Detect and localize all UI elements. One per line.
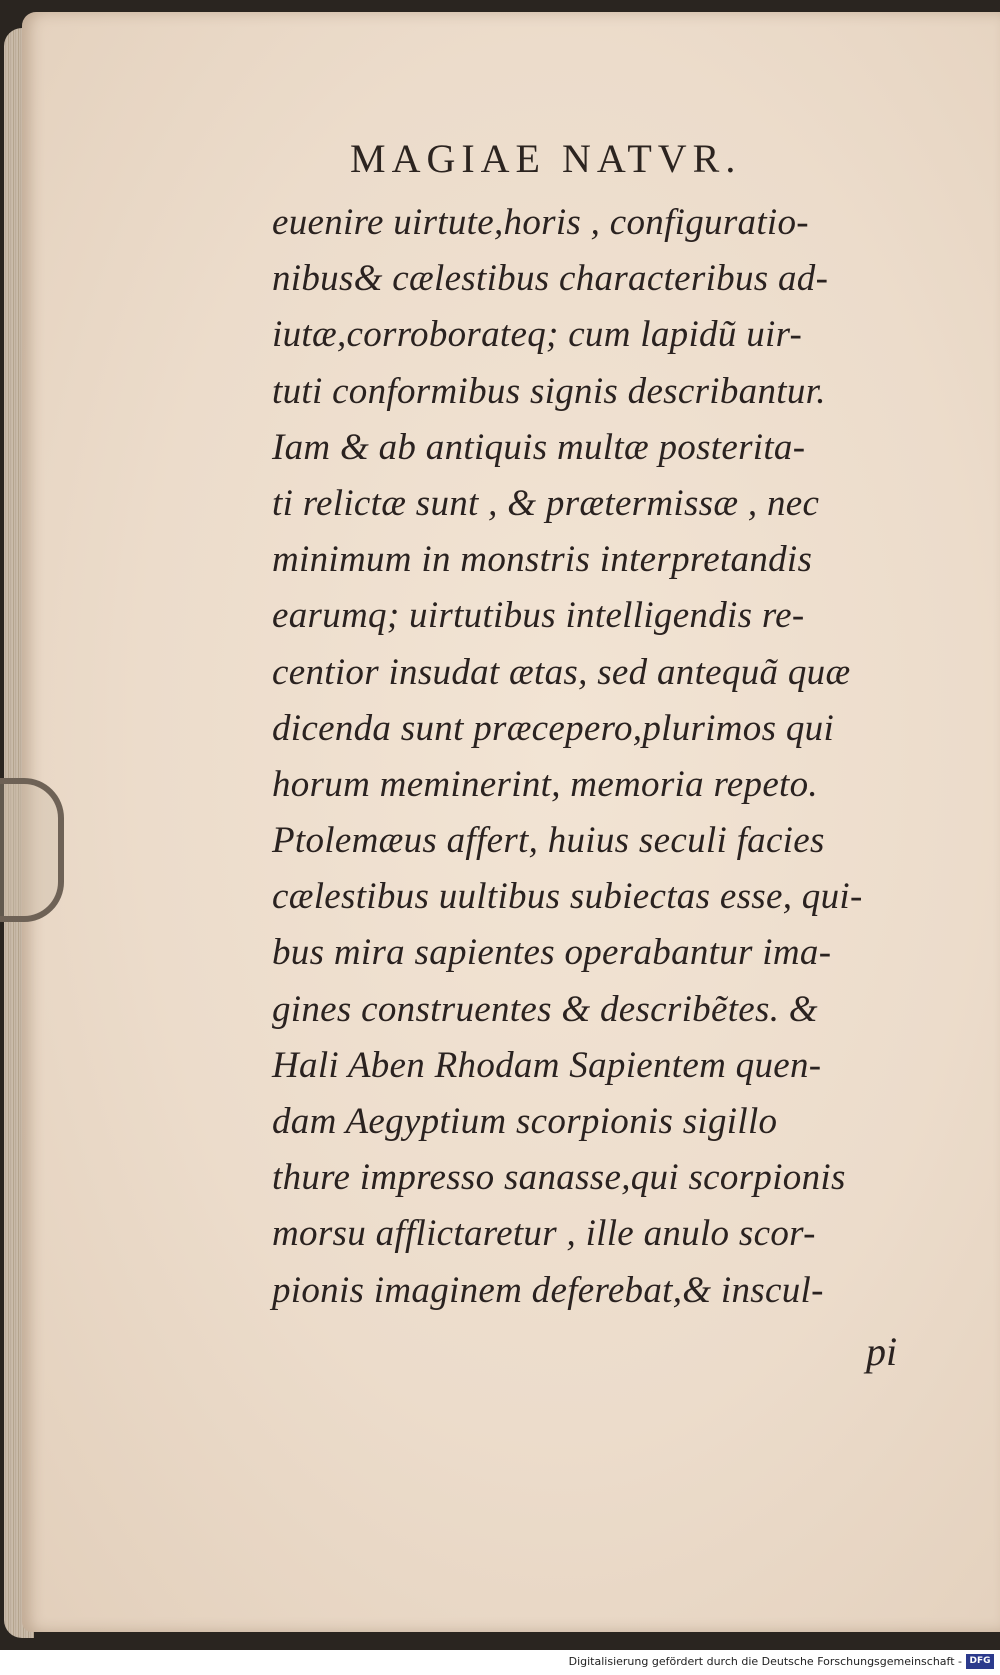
text-line: gines construentes & describẽtes. & [272, 988, 818, 1030]
text-line: dicenda sunt præcepero,plurimos qui [272, 707, 835, 749]
text-line: minimum in monstris interpretandis [272, 539, 813, 581]
footer-bar [0, 1650, 1000, 1675]
text-line: horum meminerint, memoria repeto. [272, 763, 818, 805]
text-line: cælestibus uultibus subiectas esse, qui- [272, 876, 863, 918]
text-line: centior insudat ætas, sed antequã quæ [272, 651, 851, 693]
text-line: earumq; uirtutibus intelligendis re- [272, 595, 805, 637]
text-line: nibus& cælestibus characteribus ad- [272, 258, 829, 300]
running-head: MAGIAE NATVR. [350, 136, 742, 181]
text-line: euenire uirtute,horis , configuratio- [272, 202, 809, 243]
catchword: pi [866, 1329, 898, 1374]
text-line: Hali Aben Rhodam Sapientem quen- [272, 1044, 822, 1086]
dfg-logo: DFG [966, 1654, 994, 1669]
text-line: thure impresso sanasse,qui scorpionis [272, 1157, 846, 1199]
text-line: morsu afflictaretur , ille anulo scor- [272, 1213, 816, 1255]
funding-credit: Digitalisierung gefördert durch die Deutsche Forschungsgemeinschaft - [568, 1655, 962, 1668]
text-block [272, 195, 912, 1319]
text-line: ti relictæ sunt , & prætermissæ , nec [272, 482, 820, 524]
text-line: pionis imaginem deferebat,& inscul- [272, 1269, 824, 1311]
text-line: Ptolemæus affert, huius seculi facies [272, 820, 825, 862]
text-line: Iam & ab antiquis multæ posterita- [272, 426, 806, 468]
text-line: bus mira sapientes operabantur ima- [272, 932, 832, 974]
book-clasp [0, 778, 64, 922]
text-line: tuti conformibus signis describantur. [272, 370, 826, 412]
text-line: dam Aegyptium scorpionis sigillo [272, 1101, 778, 1142]
text-line: iutæ,corroborateq; cum lapidũ uir- [272, 314, 803, 356]
